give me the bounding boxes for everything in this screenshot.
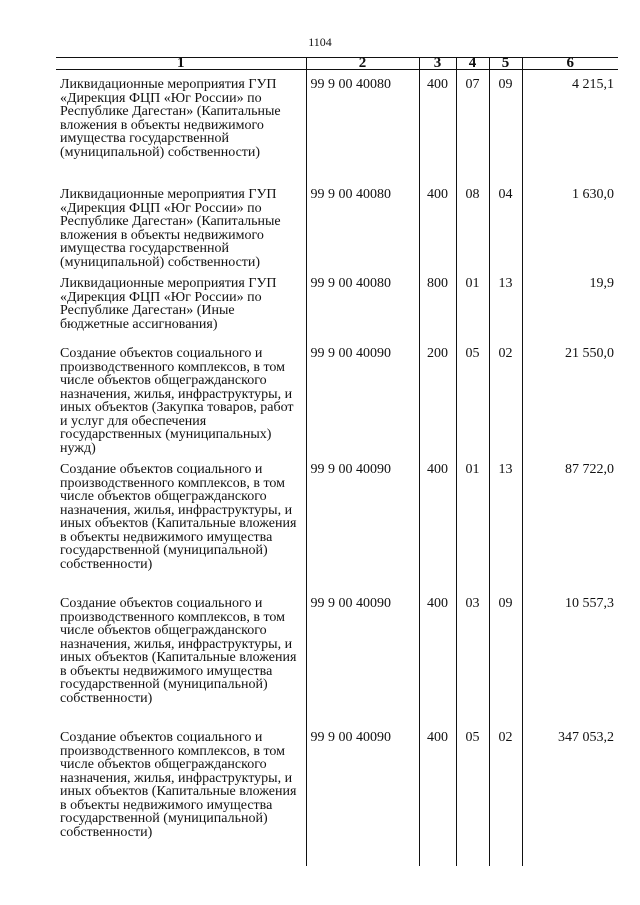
- row-col3: 400: [419, 180, 456, 269]
- row-col3: 400: [419, 589, 456, 723]
- column-header-3: 3: [419, 58, 456, 70]
- row-name: Ликвидационные мероприятия ГУП «Дирекция ФЦП «Юг России» по Республике Дагестан» (Иные бюджетные ассигнования): [60, 276, 277, 332]
- row-code: 99 9 00 40090: [306, 455, 419, 589]
- row-col4: 07: [456, 70, 489, 181]
- row-code: 99 9 00 40080: [306, 269, 419, 339]
- column-header-6: 6: [522, 58, 618, 70]
- row-col4: 01: [456, 269, 489, 339]
- table-row: [56, 455, 618, 589]
- row-col3: 400: [419, 70, 456, 181]
- row-col4: 05: [456, 339, 489, 455]
- table-row: [56, 723, 618, 866]
- table-row: [56, 339, 618, 455]
- row-name: Создание объектов социального и производственного комплексов, в том числе объектов общегражданского назначения, жилья, инфраструктуры, и иных объектов (Капитальные вложения в объекты недвижимого имущества государственной (муниципальной) собственности): [60, 730, 297, 840]
- column-header-5: 5: [489, 58, 522, 70]
- column-header-1: 1: [56, 58, 306, 70]
- row-col4: 08: [456, 180, 489, 269]
- row-name: Ликвидационные мероприятия ГУП «Дирекция ФЦП «Юг России» по Республике Дагестан» (Капитальные вложения в объекты недвижимого имущества государственной (муниципальной) собственности): [60, 187, 281, 270]
- row-amount: 347 053,2: [522, 723, 618, 866]
- row-name: Ликвидационные мероприятия ГУП «Дирекция ФЦП «Юг России» по Республике Дагестан» (Капитальные вложения в объекты недвижимого имущества государственной (муниципальной) собственности): [60, 77, 281, 160]
- row-col3: 800: [419, 269, 456, 339]
- row-col4: 05: [456, 723, 489, 866]
- row-col5: 02: [489, 339, 522, 455]
- table-header-row: [56, 58, 618, 70]
- row-col5: 04: [489, 180, 522, 269]
- row-code: 99 9 00 40080: [306, 70, 419, 181]
- row-col3: 400: [419, 455, 456, 589]
- row-col3: 200: [419, 339, 456, 455]
- row-col5: 09: [489, 70, 522, 181]
- row-col5: 09: [489, 589, 522, 723]
- row-col5: 13: [489, 455, 522, 589]
- row-col5: 02: [489, 723, 522, 866]
- column-header-4: 4: [456, 58, 489, 70]
- row-code: 99 9 00 40090: [306, 339, 419, 455]
- table-row: [56, 269, 618, 339]
- row-name: Создание объектов социального и производственного комплексов, в том числе объектов общегражданского назначения, жилья, инфраструктуры, и иных объектов (Закупка товаров, работ и услуг для обеспечения государственных (муниципальных) нужд): [60, 346, 294, 456]
- row-code: 99 9 00 40080: [306, 180, 419, 269]
- table-row: [56, 70, 618, 181]
- row-amount: 4 215,1: [522, 70, 618, 181]
- row-amount: 1 630,0: [522, 180, 618, 269]
- row-code: 99 9 00 40090: [306, 589, 419, 723]
- row-col4: 01: [456, 455, 489, 589]
- page-number: 1104: [308, 35, 332, 49]
- row-amount: 10 557,3: [522, 589, 618, 723]
- row-amount: 21 550,0: [522, 339, 618, 455]
- row-amount: 87 722,0: [522, 455, 618, 589]
- row-col3: 400: [419, 723, 456, 866]
- column-header-2: 2: [306, 58, 419, 70]
- table-row: [56, 589, 618, 723]
- budget-table: [56, 57, 618, 866]
- row-code: 99 9 00 40090: [306, 723, 419, 866]
- row-name: Создание объектов социального и производственного комплексов, в том числе объектов общегражданского назначения, жилья, инфраструктуры, и иных объектов (Капитальные вложения в объекты недвижимого имущества государственной (муниципальной) собственности): [60, 596, 297, 706]
- row-amount: 19,9: [522, 269, 618, 339]
- row-col5: 13: [489, 269, 522, 339]
- row-name: Создание объектов социального и производственного комплексов, в том числе объектов общегражданского назначения, жилья, инфраструктуры, и иных объектов (Капитальные вложения в объекты недвижимого имущества государственной (муниципальной) собственности): [60, 462, 297, 572]
- row-col4: 03: [456, 589, 489, 723]
- table-row: [56, 180, 618, 269]
